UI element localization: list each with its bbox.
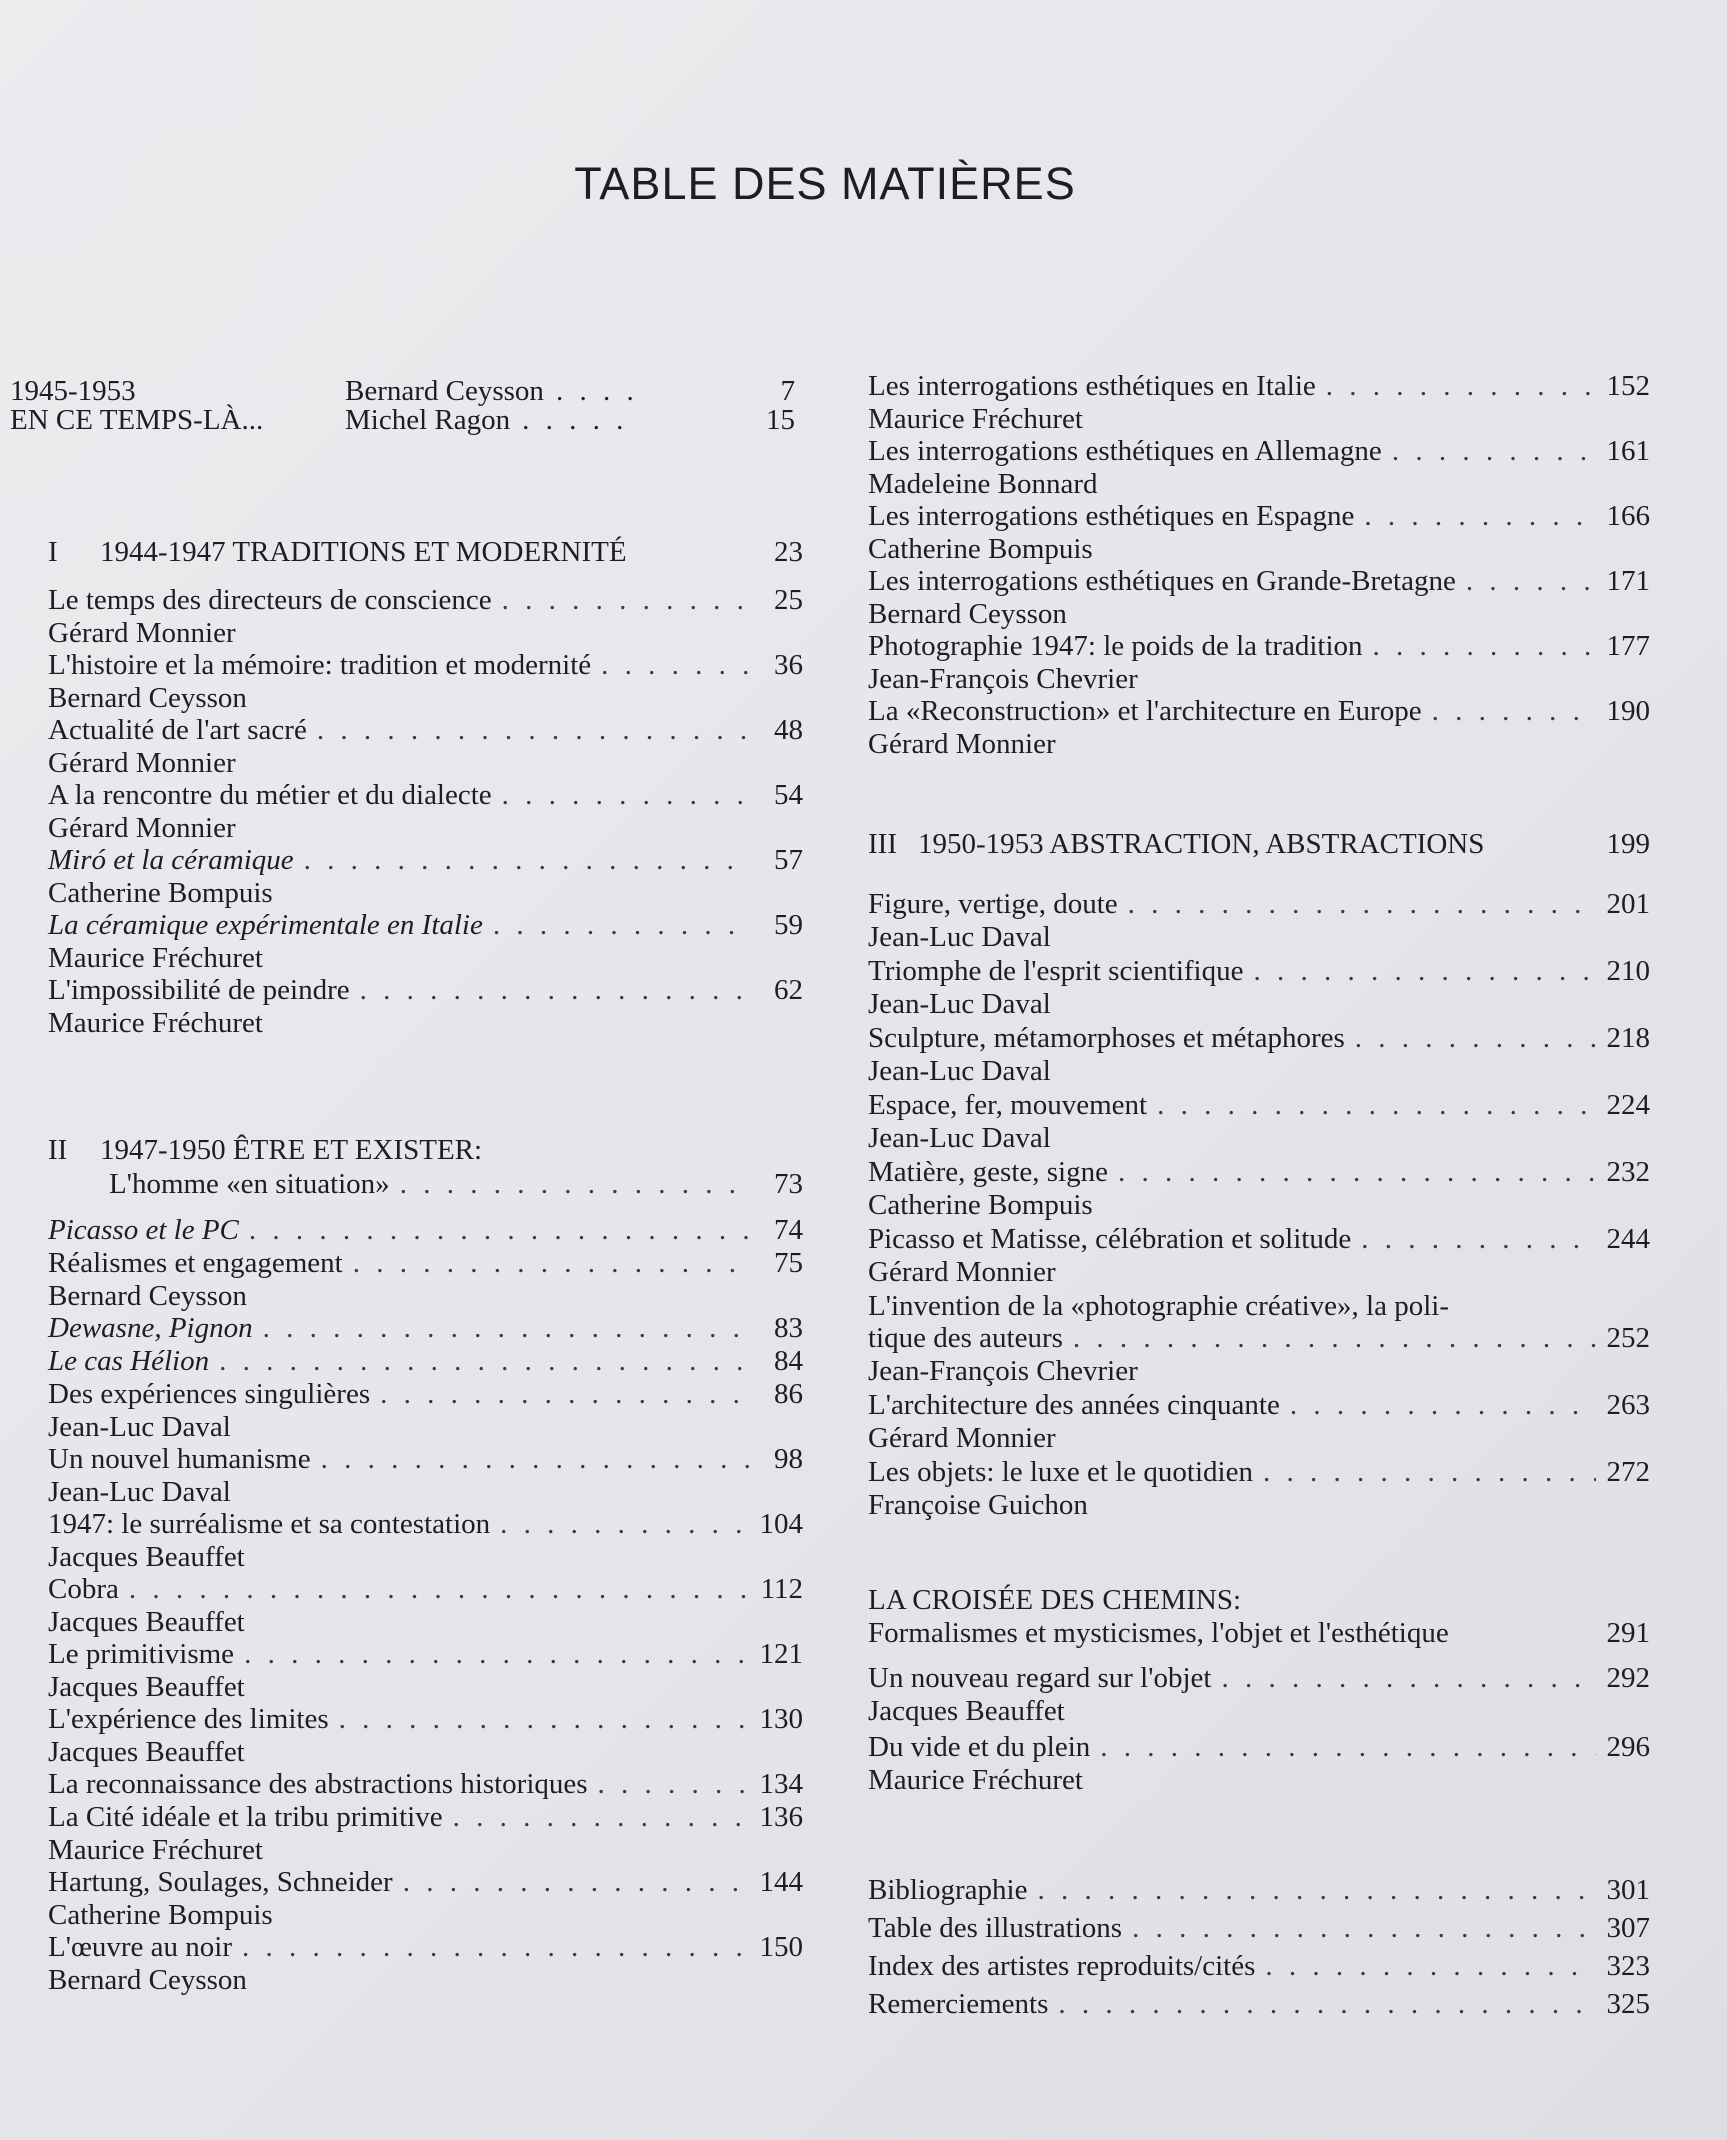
page-number: 307: [1606, 1912, 1650, 1944]
page-number: 54: [774, 779, 803, 811]
entry-author: Jean-Luc Daval: [868, 1122, 1051, 1154]
part-1-heading: [48, 536, 803, 570]
page-number: 84: [774, 1345, 803, 1377]
entry-author: Jean-Luc Daval: [868, 1055, 1051, 1087]
page-number: 252: [1606, 1322, 1650, 1354]
entry-title: Sculpture, métamorphoses et métaphores: [868, 1022, 1345, 1054]
intro-author: Michel Ragon: [345, 404, 511, 436]
page-number: 48: [774, 714, 803, 746]
intro-label: EN CE TEMPS-LÀ...: [10, 404, 264, 436]
entry-title: Espace, fer, mouvement: [868, 1089, 1148, 1121]
entry-author: Maurice Fréchuret: [48, 1834, 263, 1866]
part-2-heading: [48, 1134, 803, 1201]
page-number: 244: [1606, 1223, 1650, 1255]
entry-author: Jean-François Chevrier: [868, 1355, 1138, 1387]
toc-entry: [868, 955, 1650, 1020]
page-number: 134: [759, 1768, 803, 1800]
toc-entry: [48, 1931, 803, 1996]
dot-leader: [209, 1345, 749, 1378]
entry-title: Photographie 1947: le poids de la tradition: [868, 630, 1363, 662]
entry-author: Gérard Monnier: [48, 747, 236, 779]
entry-author: Jacques Beauffet: [48, 1606, 245, 1638]
toc-entry: [48, 1801, 803, 1866]
dot-leader: [1147, 1089, 1596, 1122]
toc-entry: [868, 370, 1650, 435]
dot-leader: [1211, 1662, 1596, 1695]
part-heading: 1944-1947 TRADITIONS ET MODERNITÉ: [100, 536, 627, 568]
entry-title: Le temps des directeurs de conscience: [48, 584, 492, 616]
entry-title: La reconnaissance des abstractions historiques: [48, 1768, 588, 1800]
part-number: I: [48, 536, 58, 568]
entry-title: tique des auteurs: [868, 1322, 1063, 1354]
page-number: 59: [774, 909, 803, 941]
entry-title: Les interrogations esthétiques en Italie: [868, 370, 1316, 402]
page-number: 199: [1606, 828, 1650, 860]
part-subheading: Formalismes et mysticismes, l'objet et l'esthétique: [868, 1617, 1449, 1649]
dot-leader: [119, 1573, 749, 1606]
page-number: 232: [1606, 1156, 1650, 1188]
toc-entry: [868, 888, 1650, 953]
entry-author: Françoise Guichon: [868, 1489, 1088, 1521]
toc-entry: [868, 1456, 1650, 1521]
entry-author: Gérard Monnier: [868, 728, 1056, 760]
intro-author: Bernard Ceysson: [345, 375, 544, 407]
entry-author: Jean-Luc Daval: [48, 1476, 231, 1508]
dot-leader: [1422, 695, 1596, 728]
entry-author: Jean-Luc Daval: [48, 1411, 231, 1443]
entry-title: Figure, vertige, doute: [868, 888, 1118, 920]
page-number: 36: [774, 649, 803, 681]
dot-leader: [1027, 1874, 1596, 1907]
entry-title: Les interrogations esthétiques en Espagne: [868, 500, 1355, 532]
dot-leader: [329, 1703, 749, 1736]
toc-entry: [48, 844, 803, 909]
page-number: 74: [774, 1214, 803, 1246]
entry-title: Un nouveau regard sur l'objet: [868, 1662, 1212, 1694]
page-number: 121: [759, 1638, 803, 1670]
toc-entry: [868, 1156, 1650, 1221]
toc-entry: [868, 1912, 1650, 1945]
dot-leader: [588, 1768, 749, 1801]
page-number: 323: [1606, 1950, 1650, 1982]
dot-leader: [232, 1931, 749, 1964]
toc-entry: [868, 435, 1650, 500]
toc-entry: [48, 1768, 803, 1801]
entry-author: Jacques Beauffet: [48, 1736, 245, 1768]
toc-entry: [48, 974, 803, 1039]
page-number: 144: [759, 1866, 803, 1898]
part-2-continued-entries: [868, 370, 1650, 760]
entry-author: Jean-Luc Daval: [868, 921, 1051, 953]
dot-leader: [239, 1214, 749, 1247]
entry-author: Maurice Fréchuret: [48, 942, 263, 974]
page-number: 292: [1606, 1662, 1650, 1694]
dot-leader: [483, 909, 749, 942]
page-number: 112: [760, 1573, 803, 1605]
entry-title: Triomphe de l'esprit scientifique: [868, 955, 1244, 987]
toc-entry: [868, 1731, 1650, 1796]
entry-title: Le primitivisme: [48, 1638, 235, 1670]
toc-entry: [868, 500, 1650, 565]
page-number: 161: [1606, 435, 1650, 467]
page-number: 210: [1606, 955, 1650, 987]
page-number: 25: [774, 584, 803, 616]
entry-title: Dewasne, Pignon: [48, 1312, 253, 1344]
page-number: 152: [1606, 370, 1650, 402]
part-3-heading: [868, 828, 1650, 862]
entry-title: L'impossibilité de peindre: [48, 974, 350, 1006]
dot-leader: [370, 1378, 749, 1411]
entry-author: Jean-Luc Daval: [868, 988, 1051, 1020]
dot-leader: [393, 1866, 749, 1899]
page-number: 7: [780, 375, 795, 407]
entry-title: Actualité de l'art sacré: [48, 714, 307, 746]
part-4-heading: [868, 1583, 1650, 1650]
entry-title: L'histoire et la mémoire: tradition et modernité: [48, 649, 592, 681]
dot-leader: [492, 779, 749, 812]
page-number: 104: [759, 1508, 803, 1540]
dot-leader: [1090, 1731, 1596, 1764]
entry-title: Le cas Hélion: [48, 1345, 210, 1377]
dot-leader: [1253, 1456, 1596, 1489]
entry-author: Gérard Monnier: [868, 1422, 1056, 1454]
part-number: III: [868, 828, 897, 860]
dot-leader: [443, 1801, 749, 1834]
toc-entry: [868, 1988, 1650, 2021]
entry-title: Table des illustrations: [868, 1912, 1123, 1944]
toc-entry: [868, 1022, 1650, 1087]
toc-entry: [48, 1866, 803, 1931]
toc-entry: [868, 565, 1650, 630]
intro-line: 1945-1953 Bernard Ceysson . . . . 7: [10, 375, 795, 407]
page-number: 98: [774, 1443, 803, 1475]
entry-author: Jean-François Chevrier: [868, 663, 1138, 695]
entry-title: Index des artistes reproduits/cités: [868, 1950, 1256, 1982]
page-number: 130: [759, 1703, 803, 1735]
dot-leader: [294, 844, 749, 877]
entry-title: Matière, geste, signe: [868, 1156, 1108, 1188]
part-number: II: [48, 1134, 68, 1166]
entry-author: Gérard Monnier: [48, 617, 236, 649]
page-number: 62: [774, 974, 803, 1006]
entry-title: L'œuvre au noir: [48, 1931, 232, 1963]
page-number: 136: [759, 1801, 803, 1833]
dot-leader: [1118, 888, 1596, 921]
part-heading: 1947-1950 ÊTRE ET EXISTER:: [100, 1134, 483, 1166]
dot-leader: [343, 1247, 749, 1280]
page-number: 23: [774, 536, 803, 568]
entry-author: Maurice Fréchuret: [868, 1764, 1083, 1796]
dot-leader: [490, 1508, 749, 1541]
entry-title: Des expériences singulières: [48, 1378, 371, 1410]
entry-title: L'invention de la «photographie créative», la poli-: [868, 1290, 1450, 1322]
page-number: 296: [1606, 1731, 1650, 1763]
page-number: 201: [1606, 888, 1650, 920]
entry-title: Picasso et le PC: [48, 1214, 239, 1246]
dot-leader: [253, 1312, 749, 1345]
toc-entry: [868, 1950, 1650, 1983]
dot-leader: [1063, 1322, 1596, 1355]
dot-leader: [1316, 370, 1596, 403]
entry-author: Maurice Fréchuret: [48, 1007, 263, 1039]
toc-entry: [868, 1290, 1650, 1387]
toc-entry: [868, 695, 1650, 760]
toc-entry: [868, 1089, 1650, 1154]
toc-entry: [868, 1874, 1650, 1907]
dot-leader: [311, 1443, 749, 1476]
entry-author: Catherine Bompuis: [48, 1899, 273, 1931]
entry-author: Catherine Bompuis: [868, 1189, 1093, 1221]
toc-entry: [48, 909, 803, 974]
entry-title: Du vide et du plein: [868, 1731, 1091, 1763]
entry-author: Catherine Bompuis: [868, 533, 1093, 565]
toc-entry: [48, 1508, 803, 1573]
page-number: 325: [1606, 1988, 1650, 2020]
entry-title: La «Reconstruction» et l'architecture en Europe: [868, 695, 1422, 727]
entry-title: Miró et la céramique: [48, 844, 294, 876]
entry-author: Gérard Monnier: [868, 1256, 1056, 1288]
toc-entry: [48, 1312, 803, 1345]
page-number: 73: [774, 1168, 803, 1200]
part-1-entries: [48, 584, 803, 1039]
entry-title: La céramique expérimentale en Italie: [48, 909, 483, 941]
back-matter: [868, 1874, 1650, 2026]
page-number: 190: [1606, 695, 1650, 727]
toc-entry: [868, 1662, 1650, 1727]
page-number: 86: [774, 1378, 803, 1410]
dot-leader: [307, 714, 749, 747]
dot-leader: [1122, 1912, 1596, 1945]
intro-block: [10, 375, 795, 436]
part-subheading: L'homme «en situation»: [109, 1168, 390, 1200]
entry-title: L'expérience des limites: [48, 1703, 329, 1735]
entry-title: Un nouvel humanisme: [48, 1443, 311, 1475]
part-3-entries: [868, 888, 1650, 1523]
page-number: 150: [759, 1931, 803, 1963]
toc-entry: [48, 1703, 803, 1768]
toc-entry: [868, 630, 1650, 695]
entry-title: Picasso et Matisse, célébration et solitude: [868, 1223, 1352, 1255]
dot-leader: [492, 584, 749, 617]
page-number: 272: [1606, 1456, 1650, 1488]
page-number: 171: [1606, 565, 1650, 597]
entry-title: Les interrogations esthétiques en Allemagne: [868, 435, 1382, 467]
part-4-entries: [868, 1662, 1650, 1800]
entry-author: Bernard Ceysson: [48, 1280, 247, 1312]
entry-title: Les objets: le luxe et le quotidien: [868, 1456, 1253, 1488]
toc-entry: [48, 1573, 803, 1638]
entry-title: Remerciements: [868, 1988, 1049, 2020]
entry-title: Cobra: [48, 1573, 119, 1605]
page-number: 291: [1606, 1617, 1650, 1649]
dot-leader: [1382, 435, 1596, 468]
part-heading: LA CROISÉE DES CHEMINS:: [868, 1584, 1242, 1616]
page-number: 15: [766, 404, 795, 436]
page-number: 224: [1606, 1089, 1650, 1121]
entry-author: Maurice Fréchuret: [868, 403, 1083, 435]
toc-entry: [48, 649, 803, 714]
page-number: 177: [1606, 630, 1650, 662]
page-number: 83: [774, 1312, 803, 1344]
dot-leader: [1351, 1223, 1596, 1256]
toc-entry: [868, 1223, 1650, 1288]
entry-author: Bernard Ceysson: [868, 598, 1067, 630]
intro-line: EN CE TEMPS-LÀ... Michel Ragon . . . . . 15: [10, 404, 795, 436]
entry-author: Bernard Ceysson: [48, 682, 247, 714]
entry-author: Madeleine Bonnard: [868, 468, 1098, 500]
entry-title: 1947: le surréalisme et sa contestation: [48, 1508, 491, 1540]
entry-author: Gérard Monnier: [48, 812, 236, 844]
dot-leader: [1456, 565, 1596, 598]
dot-leader: [350, 974, 749, 1007]
entry-title: A la rencontre du métier et du dialecte: [48, 779, 492, 811]
toc-entry: [48, 1214, 803, 1247]
toc-entry: [868, 1389, 1650, 1454]
entry-author: Jacques Beauffet: [868, 1695, 1065, 1727]
dot-leader: [1255, 1950, 1596, 1983]
part-heading: 1950-1953 ABSTRACTION, ABSTRACTIONS: [918, 828, 1485, 860]
entry-author: Jacques Beauffet: [48, 1671, 245, 1703]
dot-leader: [234, 1638, 749, 1671]
page-number: 301: [1606, 1874, 1650, 1906]
toc-entry: [48, 779, 803, 844]
dot-leader: [1108, 1156, 1596, 1189]
toc-entry: [48, 1345, 803, 1378]
dot-leader: [1280, 1389, 1596, 1422]
toc-entry: [48, 1638, 803, 1703]
entry-author: Catherine Bompuis: [48, 877, 273, 909]
dot-leader: [591, 649, 749, 682]
dot-leader: [1048, 1988, 1596, 2021]
page-title: TABLE DES MATIÈRES: [574, 158, 1076, 210]
page-number: 57: [774, 844, 803, 876]
entry-title: Réalismes et engagement: [48, 1247, 343, 1279]
toc-entry: [48, 714, 803, 779]
toc-entry: [48, 1378, 803, 1443]
page-number: 263: [1606, 1389, 1650, 1421]
entry-title: Les interrogations esthétiques en Grande-Bretagne: [868, 565, 1456, 597]
entry-title: L'architecture des années cinquante: [868, 1389, 1280, 1421]
page-number: 166: [1606, 500, 1650, 532]
entry-title: La Cité idéale et la tribu primitive: [48, 1801, 443, 1833]
entry-author: Bernard Ceysson: [48, 1964, 247, 1996]
dot-leader: [1363, 630, 1596, 663]
entry-author: Jacques Beauffet: [48, 1541, 245, 1573]
dot-leader: [1354, 500, 1596, 533]
toc-entry: [48, 1247, 803, 1312]
dot-leader: [1243, 955, 1596, 988]
entry-title: Bibliographie: [868, 1874, 1028, 1906]
intro-label: 1945-1953: [10, 375, 136, 407]
toc-entry: [48, 1443, 803, 1508]
part-2-entries: [48, 1214, 803, 1996]
dot-leader: [1345, 1022, 1596, 1055]
page-number: 75: [774, 1247, 803, 1279]
toc-entry: [48, 584, 803, 649]
page-number: 218: [1606, 1022, 1650, 1054]
entry-title: Hartung, Soulages, Schneider: [48, 1866, 393, 1898]
